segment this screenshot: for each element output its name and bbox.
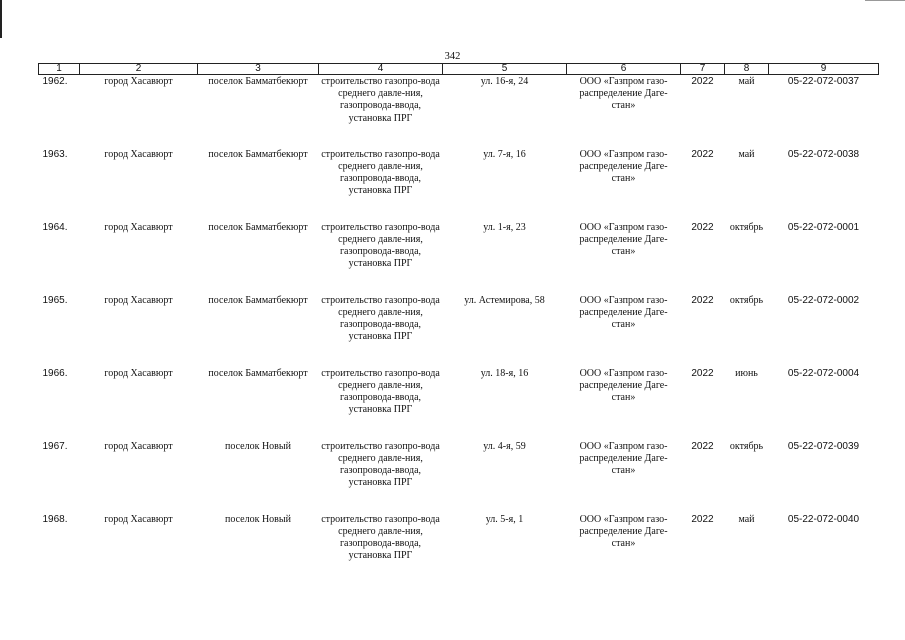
month-cell: май xyxy=(738,76,755,87)
code-cell: 05-22-072-0004 xyxy=(787,367,860,379)
row-number: 1963. xyxy=(42,148,68,160)
settlement-cell: поселок Бамматбекюрт xyxy=(208,367,308,379)
address-cell: ул. 18-я, 16 xyxy=(480,367,529,379)
code-cell: 05-22-072-0038 xyxy=(787,148,860,160)
settlement-cell: поселок Бамматбекюрт xyxy=(208,148,308,160)
year-cell: 2022 xyxy=(691,513,714,525)
column-header: 5 xyxy=(443,64,567,75)
row-number: 1966. xyxy=(42,367,68,379)
address-cell: ул. 7-я, 16 xyxy=(483,148,526,160)
code-cell: 05-22-072-0002 xyxy=(787,294,860,306)
address-cell: ул. 1-я, 23 xyxy=(483,221,526,233)
settlement-cell: поселок Новый xyxy=(225,440,291,452)
year-cell: 2022 xyxy=(691,148,714,160)
organization-cell: ООО «Газпром газо-распределение Даге-стан» xyxy=(579,440,668,476)
year-cell: 2022 xyxy=(691,76,714,87)
month-cell: май xyxy=(738,148,755,160)
table-row xyxy=(39,294,879,367)
organization-cell: ООО «Газпром газо-распределение Даге-стан» xyxy=(579,221,668,257)
gasification-table xyxy=(38,63,879,586)
scan-edge-mark xyxy=(0,0,2,38)
city-cell: город Хасавюрт xyxy=(104,513,173,525)
address-cell: ул. 4-я, 59 xyxy=(483,440,526,452)
work-description-cell: строительство газопро-вода среднего давле-ния, газопровода-ввода, установка ПРГ xyxy=(321,148,440,197)
city-cell: город Хасавюрт xyxy=(104,148,173,160)
year-cell: 2022 xyxy=(691,294,714,306)
table-body xyxy=(39,75,879,586)
column-header: 2 xyxy=(80,64,198,75)
city-cell: город Хасавюрт xyxy=(104,221,173,233)
settlement-cell: поселок Бамматбекюрт xyxy=(208,221,308,233)
column-header: 8 xyxy=(725,64,769,75)
table-row xyxy=(39,513,879,586)
row-number: 1965. xyxy=(42,294,68,306)
month-cell: октябрь xyxy=(729,221,764,233)
organization-cell: ООО «Газпром газо-распределение Даге-стан» xyxy=(579,76,668,112)
settlement-cell: поселок Бамматбекюрт xyxy=(208,294,308,306)
settlement-cell: поселок Новый xyxy=(225,513,291,525)
column-header: 3 xyxy=(198,64,319,75)
month-cell: октябрь xyxy=(729,294,764,306)
table-row xyxy=(39,148,879,221)
row-number: 1964. xyxy=(42,221,68,233)
code-cell: 05-22-072-0040 xyxy=(787,513,860,525)
year-cell: 2022 xyxy=(691,440,714,452)
city-cell: город Хасавюрт xyxy=(104,76,173,87)
organization-cell: ООО «Газпром газо-распределение Даге-стан» xyxy=(579,294,668,330)
row-number: 1967. xyxy=(42,440,68,452)
work-description-cell: строительство газопро-вода среднего давле-ния, газопровода-ввода, установка ПРГ xyxy=(321,513,440,562)
organization-cell: ООО «Газпром газо-распределение Даге-стан» xyxy=(579,367,668,403)
organization-cell: ООО «Газпром газо-распределение Даге-стан» xyxy=(579,513,668,549)
organization-cell: ООО «Газпром газо-распределение Даге-стан» xyxy=(579,148,668,184)
row-number: 1962. xyxy=(42,76,68,87)
work-description-cell: строительство газопро-вода среднего давле-ния, газопровода-ввода, установка ПРГ xyxy=(321,367,440,416)
column-header: 9 xyxy=(769,64,879,75)
address-cell: ул. Астемирова, 58 xyxy=(464,294,545,306)
table-row xyxy=(39,440,879,513)
city-cell: город Хасавюрт xyxy=(104,367,173,379)
work-description-cell: строительство газопро-вода среднего давле-ния, газопровода-ввода, установка ПРГ xyxy=(321,294,440,343)
month-cell: май xyxy=(738,513,755,525)
column-header: 4 xyxy=(319,64,443,75)
table-row xyxy=(39,221,879,294)
work-description-cell: строительство газопро-вода среднего давле-ния, газопровода-ввода, установка ПРГ xyxy=(321,76,440,124)
code-cell: 05-22-072-0039 xyxy=(787,440,860,452)
address-cell: ул. 5-я, 1 xyxy=(485,513,524,525)
column-header: 6 xyxy=(567,64,681,75)
table-header xyxy=(39,64,879,75)
header-row xyxy=(39,64,879,75)
year-cell: 2022 xyxy=(691,221,714,233)
column-header: 7 xyxy=(681,64,725,75)
year-cell: 2022 xyxy=(691,367,714,379)
address-cell: ул. 16-я, 24 xyxy=(480,76,529,87)
month-cell: октябрь xyxy=(729,440,764,452)
row-number: 1968. xyxy=(42,513,68,525)
work-description-cell: строительство газопро-вода среднего давле-ния, газопровода-ввода, установка ПРГ xyxy=(321,221,440,270)
code-cell: 05-22-072-0037 xyxy=(787,76,860,87)
month-cell: июнь xyxy=(735,367,758,379)
column-header: 1 xyxy=(39,64,80,75)
code-cell: 05-22-072-0001 xyxy=(787,221,860,233)
city-cell: город Хасавюрт xyxy=(104,440,173,452)
page-number: 342 xyxy=(444,51,461,62)
city-cell: город Хасавюрт xyxy=(104,294,173,306)
work-description-cell: строительство газопро-вода среднего давле-ния, газопровода-ввода, установка ПРГ xyxy=(321,440,440,489)
table-row xyxy=(39,367,879,440)
scan-top-mark xyxy=(865,0,905,1)
table-row xyxy=(39,75,879,148)
settlement-cell: поселок Бамматбекюрт xyxy=(208,76,308,87)
